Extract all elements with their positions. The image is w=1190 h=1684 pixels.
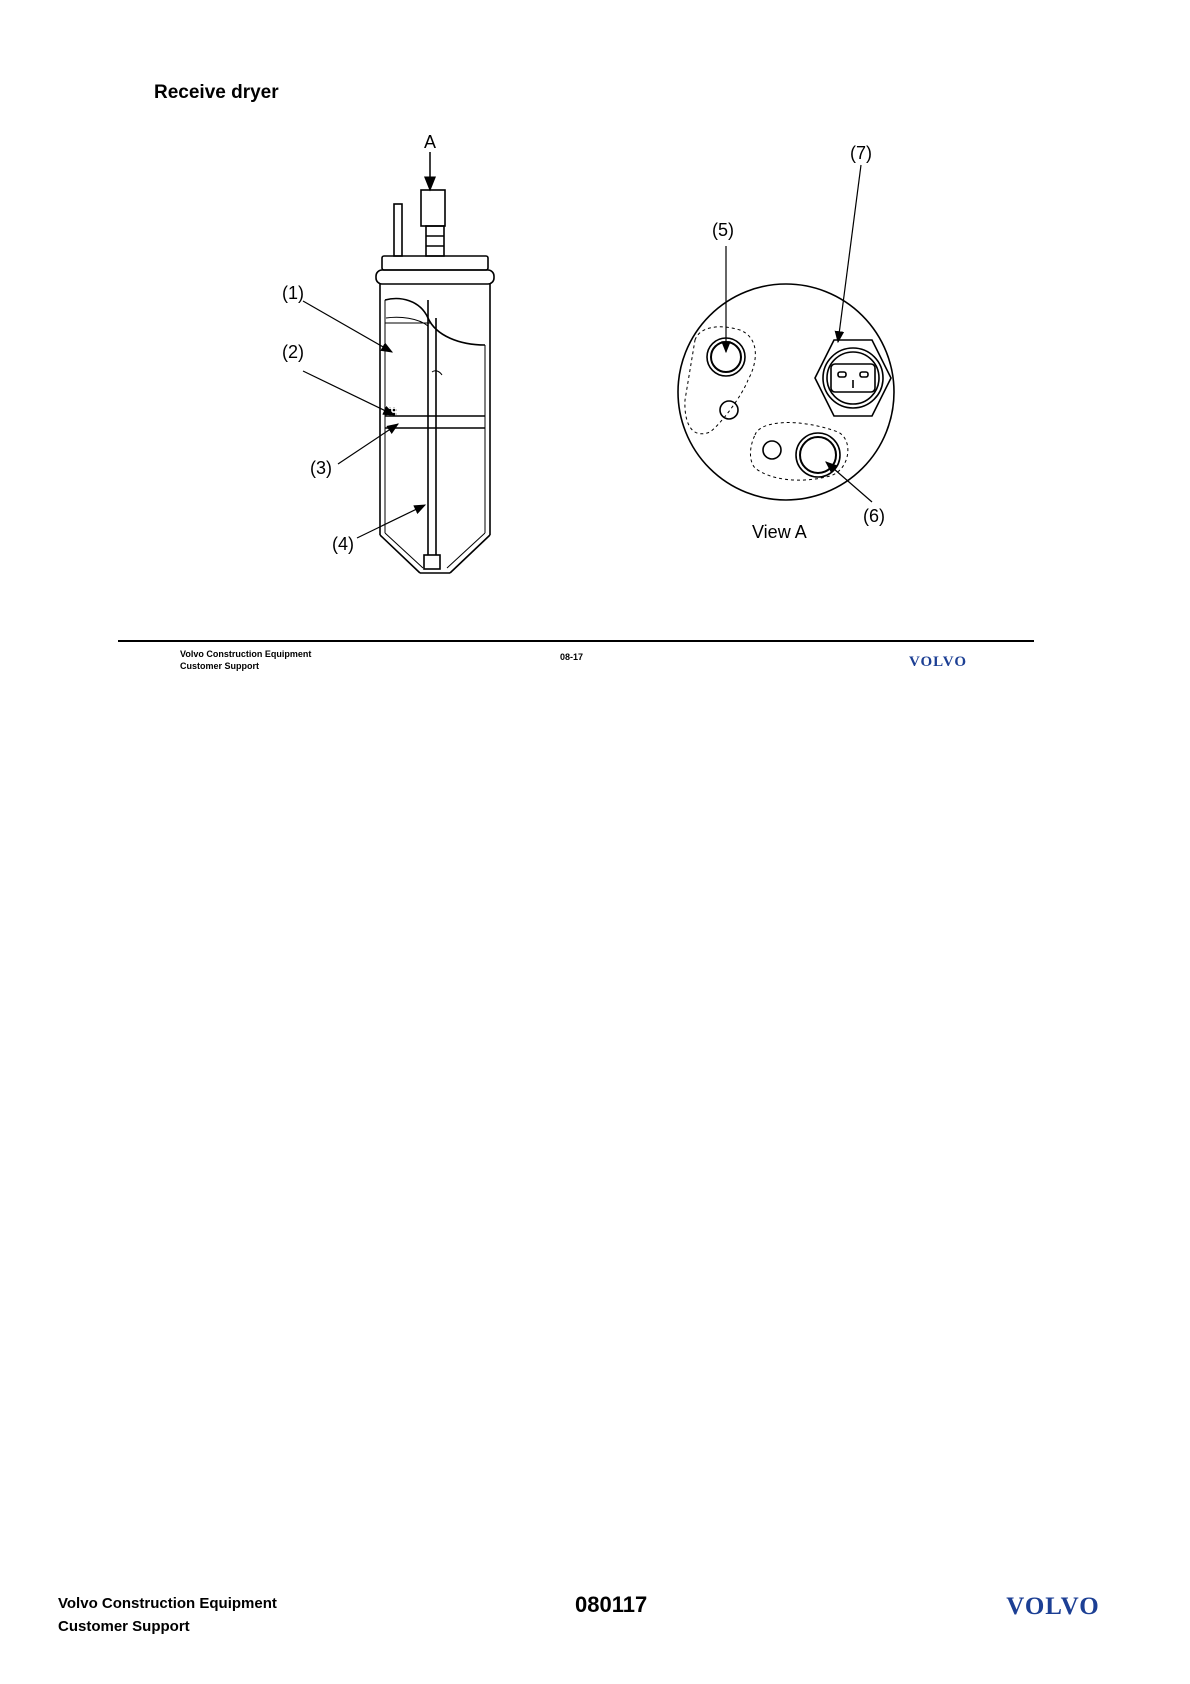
side-callout-leaders xyxy=(303,301,425,538)
callout-2: (2) xyxy=(282,342,304,362)
volvo-logo xyxy=(978,1593,1128,1619)
inner-footer-company xyxy=(180,648,311,672)
section-title: Receive dryer xyxy=(154,82,279,103)
callout-1: (1) xyxy=(282,283,304,303)
footer-rule xyxy=(118,640,1034,642)
flange xyxy=(382,256,488,270)
inlet-pipe xyxy=(394,204,402,256)
inner-company-line1: Volvo Construction Equipment xyxy=(180,649,312,659)
callout-4: (4) xyxy=(332,534,354,554)
view-a-arrow-label: A xyxy=(424,132,437,152)
document-number: 080117 xyxy=(575,1592,648,1617)
volvo-logo-small xyxy=(893,653,983,669)
top-callout-leaders xyxy=(726,165,872,502)
cap-ring xyxy=(376,270,494,284)
desiccant xyxy=(383,407,397,416)
callout-5: (5) xyxy=(712,220,734,240)
dryer-side-view xyxy=(376,190,494,573)
view-a-caption: View A xyxy=(752,522,807,542)
page-logo-text: VOLVO xyxy=(1006,1593,1100,1619)
receive-dryer-diagram xyxy=(0,0,1190,620)
inner-company-line2: Customer Support xyxy=(180,661,260,671)
page-company-line1: Volvo Construction Equipment xyxy=(58,1595,277,1612)
dryer-top-view xyxy=(678,284,894,500)
sensor-connector xyxy=(421,190,445,226)
inner-page-number: 08-17 xyxy=(560,652,584,662)
inner-logo-text: VOLVO xyxy=(908,654,968,669)
sensor-fitting xyxy=(426,226,444,256)
page-footer-company xyxy=(58,1592,277,1638)
tube-strainer xyxy=(424,555,440,569)
callout-6: (6) xyxy=(863,506,885,526)
page-company-line2: Customer Support xyxy=(58,1618,190,1635)
callout-3: (3) xyxy=(310,458,332,478)
callout-7: (7) xyxy=(850,143,872,163)
